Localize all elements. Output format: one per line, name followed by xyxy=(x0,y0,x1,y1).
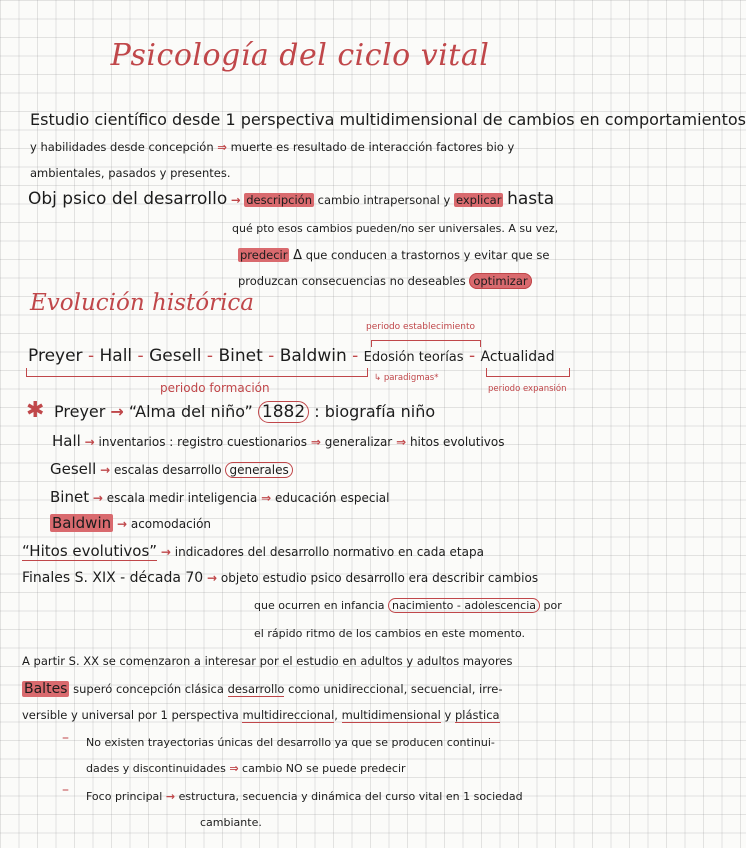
obj-label: Obj psico del desarrollo xyxy=(28,189,228,209)
baltes-highlight: Baltes xyxy=(24,681,68,697)
finales-line-2 xyxy=(254,599,562,612)
arrow-right-icon: → xyxy=(110,402,124,421)
obj-text-1: cambio intrapersonal y xyxy=(317,193,451,207)
binet-text-2: educación especial xyxy=(274,491,390,505)
bullet-2-text-a: Foco principal xyxy=(86,790,163,803)
double-arrow-icon: ⇒ xyxy=(261,491,272,505)
baldwin-text: acomodación xyxy=(130,517,212,531)
sxx-text-3b: multidireccional xyxy=(242,708,335,722)
item-hall xyxy=(52,432,505,450)
highlight-optimizar: optimizar xyxy=(469,273,531,289)
sxx-text-3d: multidimensional xyxy=(341,708,441,722)
preyer-name: Preyer xyxy=(54,402,106,421)
double-arrow-icon: ⇒ xyxy=(310,435,321,449)
hall-text-3: hitos evolutivos xyxy=(409,435,505,449)
hall-text-1: inventarios : registro cuestionarios xyxy=(98,435,307,449)
timeline: Preyer - Hall - Gesell - Binet - Baldwin - Edosión teorías - Actualidad xyxy=(28,346,555,366)
bullet-2-line-1 xyxy=(86,790,523,803)
highlight-predecir: predecir xyxy=(240,248,288,262)
item-binet xyxy=(50,488,389,506)
binet-name: Binet xyxy=(50,488,90,506)
double-arrow-icon: ⇒ xyxy=(217,140,227,154)
sxx-text-3e: y xyxy=(444,708,452,722)
bullet-1-line-2 xyxy=(86,762,406,775)
label-periodo-expansion: periodo expansión xyxy=(488,384,567,394)
arrow-right-icon: → xyxy=(165,790,176,803)
arrow-right-icon: → xyxy=(230,193,241,207)
label-periodo-formacion: periodo formación xyxy=(160,381,270,395)
bullet-1-text-b: dades y discontinuidades xyxy=(86,762,226,775)
gesell-text: escalas desarrollo xyxy=(113,463,222,477)
bullet-dash-1: – xyxy=(62,730,69,746)
delta-symbol: Δ xyxy=(293,248,303,263)
arrow-right-icon: → xyxy=(207,571,218,585)
obj-text-4: produzcan consecuencias no deseables xyxy=(238,274,466,288)
arrow-right-icon: → xyxy=(100,463,111,477)
preyer-year: 1882 xyxy=(258,401,309,423)
arrow-icon: ↳ xyxy=(374,373,382,383)
sxx-text-2a: superó concepción clásica xyxy=(73,682,224,696)
item-baldwin xyxy=(50,514,211,532)
preyer-text: “Alma del niño” xyxy=(128,402,253,421)
bracket-expansion xyxy=(486,368,570,377)
bullet-1-line-1: No existen trayectorias únicas del desarrollo ya que se producen continui- xyxy=(86,736,495,749)
obj-line-1 xyxy=(28,189,554,209)
timeline-preyer: Preyer xyxy=(28,346,83,366)
timeline-eclosion: Edosión teorías xyxy=(363,350,464,365)
hitos-line xyxy=(22,542,484,560)
hitos-text: indicadores del desarrollo normativo en cada etapa xyxy=(174,545,484,559)
obj-line-3 xyxy=(238,248,549,263)
arrow-right-icon: → xyxy=(116,517,128,531)
label-paradigmas xyxy=(374,373,438,383)
binet-text-1: escala medir inteligencia xyxy=(106,491,258,505)
timeline-gesell: Gesell xyxy=(149,346,202,366)
finales-line-3: el rápido ritmo de los cambios en este momento. xyxy=(254,627,525,640)
preyer-after: biografía niño xyxy=(324,402,436,421)
timeline-binet: Binet xyxy=(218,346,263,366)
intro-line-1 xyxy=(30,110,746,129)
gesell-circle: generales xyxy=(225,462,292,478)
obj-hasta: hasta xyxy=(507,189,555,209)
bullet-1-text-c: cambio NO se puede predecir xyxy=(242,762,406,775)
bracket-formacion xyxy=(26,368,368,377)
sxx-text-3f: plástica xyxy=(454,708,500,722)
sxx-text-3c: , xyxy=(334,708,338,722)
arrow-right-icon: → xyxy=(92,491,103,505)
arrow-right-icon: → xyxy=(84,435,95,449)
sxx-text-3a: versible y universal por 1 perspectiva xyxy=(22,708,239,722)
item-gesell xyxy=(50,460,293,478)
highlight-descripcion: descripción xyxy=(246,193,312,207)
timeline-actualidad: Actualidad xyxy=(480,349,555,365)
bullet-2-text-b: estructura, secuencia y dinámica del curso vital en 1 sociedad xyxy=(178,790,523,803)
highlight-explicar: explicar xyxy=(455,193,502,207)
double-arrow-icon: ⇒ xyxy=(229,762,239,775)
finales-text-2a: que ocurren en infancia xyxy=(254,599,385,612)
double-arrow-icon: ⇒ xyxy=(396,435,407,449)
page-title: Psicología del ciclo vital xyxy=(110,38,490,73)
hall-text-2: generalizar xyxy=(324,435,393,449)
timeline-hall: Hall xyxy=(99,346,133,366)
obj-line-2: qué pto esos cambios pueden/no ser universales. A su vez, xyxy=(232,222,559,235)
bullet-2-line-2: cambiante. xyxy=(200,816,262,829)
section-heading-evolucion: Evolución histórica xyxy=(30,290,255,316)
finales-text-1: objeto estudio psico desarrollo era describir cambios xyxy=(220,571,539,585)
item-preyer: Preyer → “Alma del niño” 1882 : biografía niño xyxy=(54,402,436,422)
asterisk-icon: ✱ xyxy=(26,398,45,423)
label-periodo-establecimiento: periodo establecimiento xyxy=(366,322,476,332)
arrow-right-icon: → xyxy=(160,545,171,559)
finales-label: Finales S. XIX - década 70 xyxy=(22,570,204,586)
sxx-line-3 xyxy=(22,708,500,722)
intro-line-3: ambientales, pasados y presentes. xyxy=(30,166,231,180)
intro-first-letter: Estudio científico desde 1 perspectiva multidimensional de cambios en comportamientos xyxy=(30,110,746,129)
sxx-line-1: A partir S. XX se comenzaron a interesar por el estudio en adultos y adultos mayores xyxy=(22,654,513,668)
sxx-line-2 xyxy=(22,681,502,697)
finales-text-2c: por xyxy=(543,599,562,612)
intro-line-2 xyxy=(30,140,514,154)
finales-line-1 xyxy=(22,570,538,586)
sxx-text-2b: desarrollo xyxy=(227,682,285,696)
gesell-name: Gesell xyxy=(50,460,97,478)
intro-line-2b: muerte es resultado de interacción factores bio y xyxy=(230,140,515,154)
sxx-text-2c: como unidireccional, secuencial, irre- xyxy=(288,682,503,696)
timeline-baldwin: Baldwin xyxy=(279,346,347,366)
intro-line-2a: y habilidades desde concepción xyxy=(30,140,214,154)
finales-circle: nacimiento - adolescencia xyxy=(388,598,540,613)
obj-text-3: que conducen a trastornos y evitar que se xyxy=(305,248,550,262)
obj-line-4 xyxy=(238,274,532,288)
bracket-establecimiento xyxy=(371,340,481,347)
bullet-dash-2: – xyxy=(62,782,69,798)
hitos-label: “Hitos evolutivos” xyxy=(22,542,158,560)
baldwin-name: Baldwin xyxy=(52,514,112,532)
paradigmas-text: paradigmas* xyxy=(383,373,439,383)
hall-name: Hall xyxy=(52,432,81,450)
